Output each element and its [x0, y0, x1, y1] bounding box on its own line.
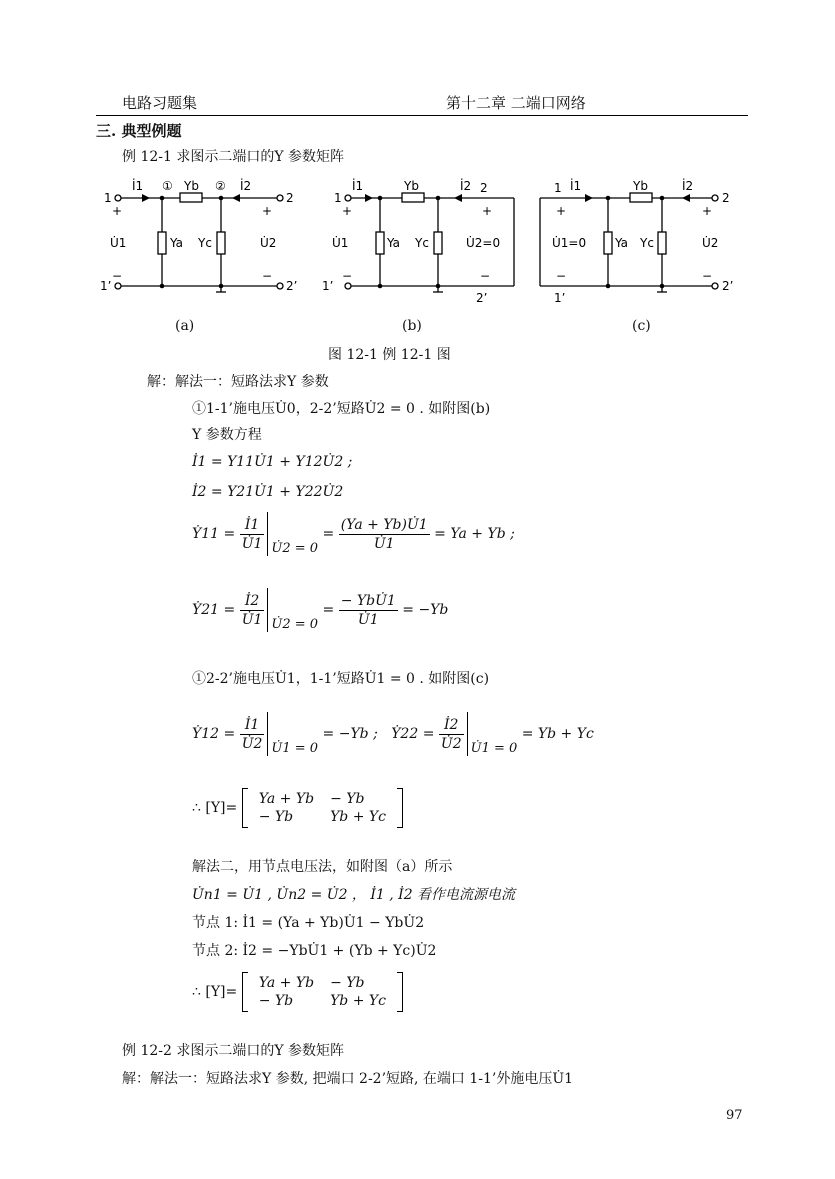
eq1: İ1 = Y11U̇1 + Y12U̇2 ; [192, 454, 353, 470]
svg-text:2: 2 [286, 191, 294, 205]
svg-text:1: 1 [104, 191, 112, 205]
svg-text:+: + [482, 204, 493, 218]
y21-formula: Ẏ21 = $\frac{İ2}{U̇1}$ U̇2 = 0 = − YbU̇1 U̇1 = −Yb [192, 588, 448, 632]
svg-text:İ1: İ1 [570, 179, 582, 193]
svg-text:2’: 2’ [286, 279, 298, 293]
svg-text:U̇2: U̇2 [702, 236, 719, 250]
svg-text:U̇1: U̇1 [332, 236, 349, 250]
svg-text:U̇2: U̇2 [260, 236, 277, 250]
svg-text:2: 2 [722, 191, 730, 205]
svg-text:Yb: Yb [633, 179, 648, 193]
circuit-figure [90, 170, 750, 340]
svg-text:Ya: Ya [170, 236, 184, 250]
caption-c: (c) [632, 318, 651, 334]
svg-text:Ya: Ya [387, 236, 401, 250]
svg-text:Yc: Yc [198, 236, 212, 250]
solution-intro: 解：解法一：短路法求Y 参数 [147, 374, 329, 390]
node2-eq: 节点 2: İ2 = −YbU̇1 + (Yb + Yc)U̇2 [192, 943, 437, 959]
step1: ①1-1’施电压U̇0，2-2’短路U̇2 = 0 . 如附图(b) [192, 401, 491, 417]
svg-text:②: ② [215, 179, 226, 193]
example2-title: 例 12-2 求图示二端口的Y 参数矩阵 [122, 1043, 345, 1059]
svg-text:U̇2=0: U̇2=0 [466, 236, 501, 250]
svg-text:Yc: Yc [415, 236, 429, 250]
step2: ①2-2’施电压U̇1，1-1’短路U̇1 = 0 . 如附图(c) [192, 671, 490, 687]
matrix-2: ∴ [Y]= Ya + Yb − Yb − Yb Yb + Yc [192, 972, 403, 1012]
svg-text:−: − [112, 269, 123, 283]
svg-text:1: 1 [334, 191, 342, 205]
example2-solution: 解：解法一：短路法求Y 参数, 把端口 2-2’短路, 在端口 1-1’外施电压U̇1 [122, 1071, 574, 1087]
svg-text:2: 2 [480, 181, 488, 195]
svg-text:1’: 1’ [100, 279, 112, 293]
section-title: 三. 典型例题 [96, 122, 182, 140]
y11-formula: Ẏ11 = $\frac{İ1}{U̇1}$ U̇2 = 0 = $\frac{(Ya + Yb)U̇1}{U̇1}$ = Ya + Yb ; [192, 512, 515, 556]
eq2: İ2 = Y21U̇1 + Y22U̇2 [192, 484, 344, 500]
svg-text:+: + [262, 204, 273, 218]
svg-text:+: + [556, 204, 567, 218]
caption-b: (b) [402, 318, 422, 334]
svg-text:−: − [702, 269, 713, 283]
svg-text:Yb: Yb [404, 179, 419, 193]
header-left: 电路习题集 [122, 94, 198, 112]
svg-text:Yc: Yc [640, 236, 654, 250]
svg-text:İ2: İ2 [460, 179, 472, 193]
svg-text:−: − [556, 269, 567, 283]
svg-text:−: − [262, 269, 273, 283]
svg-text:−: − [480, 269, 491, 283]
svg-text:İ2: İ2 [240, 179, 252, 193]
example1-title: 例 12-1 求图示二端口的Y 参数矩阵 [122, 149, 345, 165]
header-right: 第十二章 二端口网络 [446, 94, 586, 112]
method2: 解法二，用节点电压法，如附图（a）所示 [192, 859, 453, 875]
svg-text:İ1: İ1 [352, 179, 364, 193]
svg-text:U̇1=0: U̇1=0 [552, 236, 587, 250]
svg-text:+: + [702, 204, 713, 218]
y12-y22-formula: Ẏ12 = $\frac{İ1}{U̇2}$ U̇1 = 0 = −Yb ; Ẏ22 = $\frac{İ2}{U̇2}$ U̇1 = 0 = Yb + Yc [192, 712, 594, 756]
svg-text:2’: 2’ [722, 279, 734, 293]
yeq-title: Y 参数方程 [192, 427, 262, 443]
svg-text:Ya: Ya [615, 236, 629, 250]
svg-text:+: + [112, 204, 123, 218]
svg-text:2’: 2’ [476, 291, 488, 305]
node1-eq: 节点 1: İ1 = (Ya + Yb)U̇1 − YbU̇2 [192, 915, 425, 931]
svg-text:Yb: Yb [184, 179, 199, 193]
figure-caption: 图 12-1 例 12-1 图 [328, 347, 451, 363]
svg-text:−: − [342, 269, 353, 283]
svg-text:1: 1 [554, 181, 562, 195]
svg-text:+: + [342, 204, 353, 218]
svg-text:1’: 1’ [554, 291, 566, 305]
matrix-1: ∴ [Y]= Ya + Yb − Yb − Yb Yb + Yc [192, 788, 403, 828]
svg-text:1’: 1’ [322, 279, 334, 293]
page-number: 97 [726, 1108, 743, 1123]
svg-text:①: ① [162, 179, 173, 193]
caption-a: (a) [175, 318, 195, 334]
svg-text:İ2: İ2 [682, 179, 694, 193]
svg-text:İ1: İ1 [132, 179, 144, 193]
header-rule [96, 115, 748, 116]
svg-text:U̇1: U̇1 [110, 236, 127, 250]
m2-line1: U̇n1 = U̇1 , U̇n2 = U̇2 ， İ1 , İ2 看作电流源电流 [192, 887, 516, 903]
